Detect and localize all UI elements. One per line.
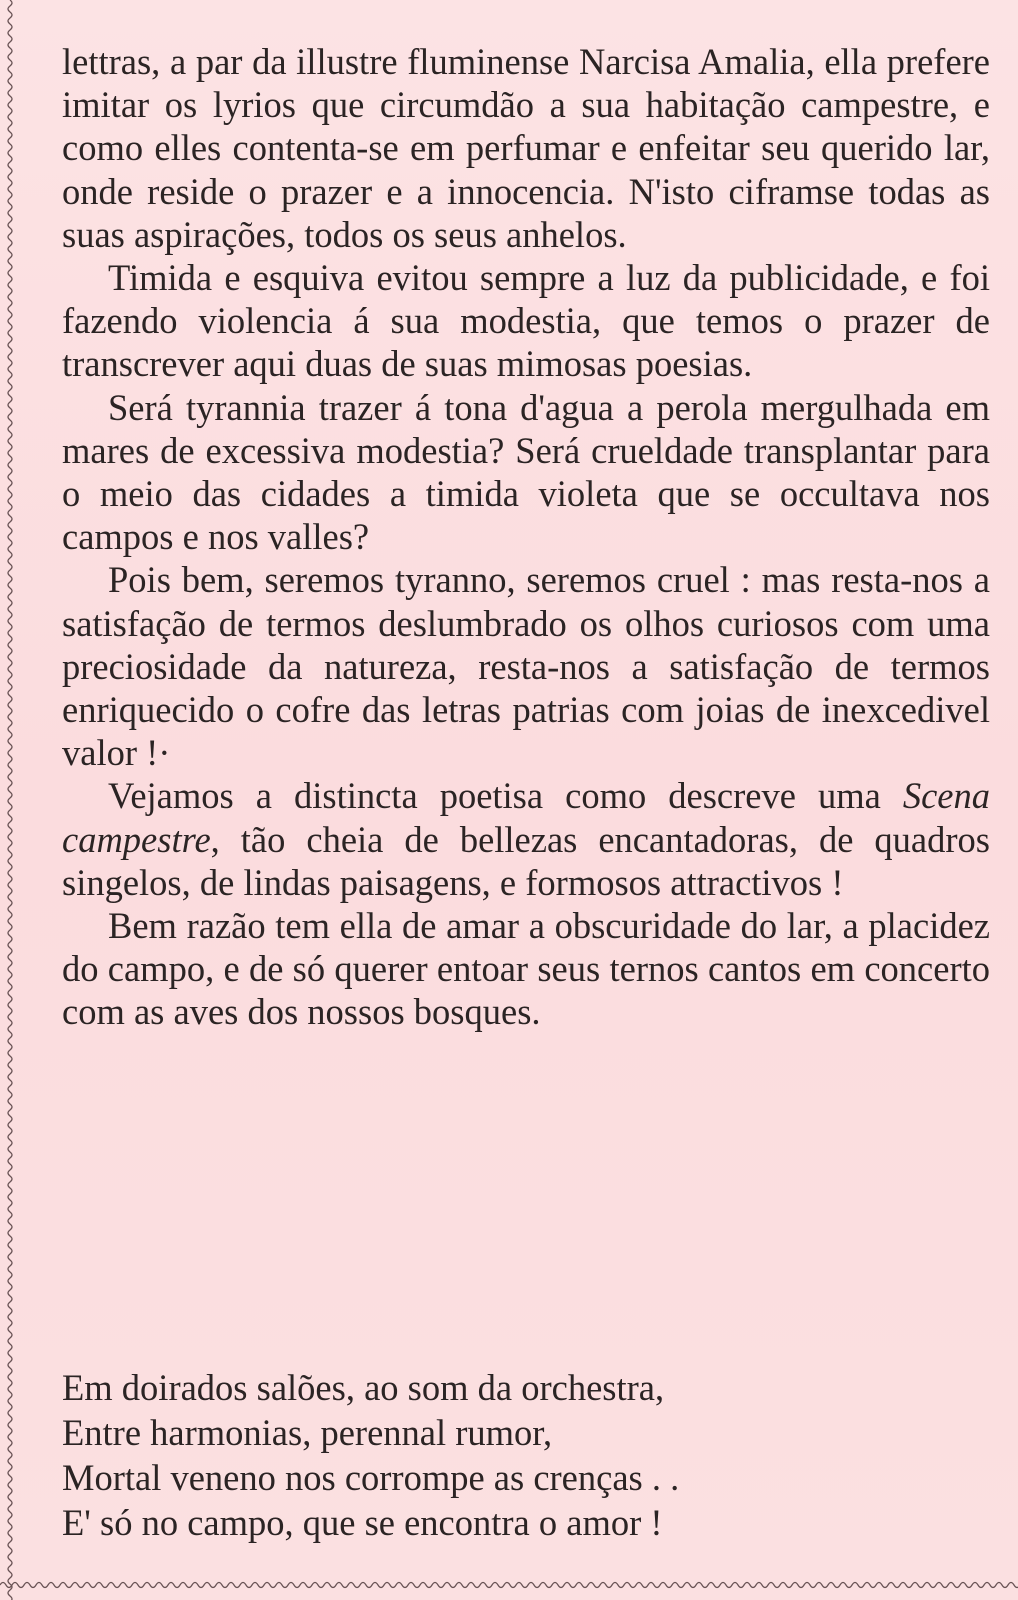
paragraph-5-start: Vejamos a distincta poetisa como descreve uma: [108, 775, 903, 817]
article-body: [62, 40, 990, 1034]
verse-line: Mortal veneno nos corrompe as crenças . .: [62, 1457, 680, 1498]
verse-line: Entre harmonias, perennal rumor,: [62, 1412, 553, 1453]
paragraph-4: Pois bem, seremos tyranno, seremos cruel : mas resta-nos a satisfação de termos deslumbrado os olhos curiosos com uma preciosidade da natureza, resta-nos a satisfação de termos enriquecido o cofre das letras patrias com joias de inexcedivel valor !·: [62, 559, 990, 774]
poem-title-emphasis: Scena campestre: [62, 775, 990, 860]
paragraph-3: Será tyrannia trazer á tona d'agua a perola mergulhada em mares de excessiva modestia? Será crueldade transplantar para o meio das cidades a timida violeta que se occultava nos campos e nos valles?: [62, 386, 990, 558]
left-border-wave: [8, 0, 12, 1600]
paragraph-2: Timida e esquiva evitou sempre a luz da publicidade, e foi fazendo violencia á sua modestia, que temos o prazer de transcrever aqui duas de suas mimosas poesias.: [62, 257, 990, 385]
paragraph-5: [62, 774, 990, 904]
paragraph-6: Bem razão tem ella de amar a obscuridade do lar, a placidez do campo, e de só querer entoar seus ternos cantos em concerto com as aves dos nossos bosques.: [62, 905, 990, 1033]
decorative-left-border: [4, 0, 16, 1600]
verse-line: Em doirados salões, ao som da orchestra,: [62, 1367, 665, 1408]
paragraph-1: lettras, a par da illustre fluminense Narcisa Amalia, ella prefere imitar os lyrios que circumdão a sua habitação campestre, e como elles contenta-se em perfumar e enfeitar seu querido lar, onde reside o prazer e a innocencia. N'isto ciframse todas as suas aspirações, todos os seus anhelos.: [62, 41, 990, 255]
verse-line: E' só no campo, que se encontra o amor !: [62, 1502, 663, 1543]
paragraph-5-end: , tão cheia de bellezas encantadoras, de quadros singelos, de lindas paisagens, e formosos attractivos !: [62, 818, 990, 903]
poem-stanza: [62, 1365, 982, 1545]
decorative-bottom-border: [0, 1578, 1018, 1592]
bottom-border-wave: [0, 1583, 1018, 1588]
